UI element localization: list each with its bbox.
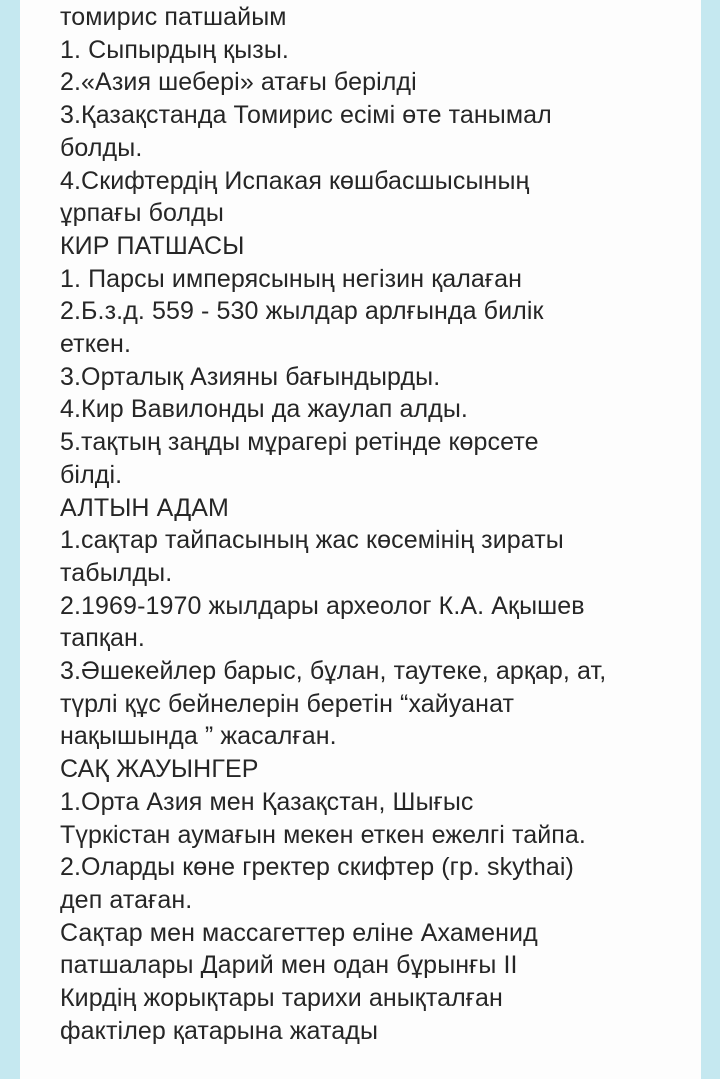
text-line: 4.Кир Вавилонды да жаулап алды.	[60, 395, 468, 424]
text-line: фактілер қатарына жатады	[60, 1016, 379, 1045]
section-heading: КИР ПАТШАСЫ	[60, 231, 245, 260]
text-line: 3.Орталық Азияны бағындырды.	[60, 362, 441, 391]
text-line: Сақтар мен массагеттер еліне Ахаменид	[60, 918, 538, 947]
text-line: Кирдің жорықтары тарихи анықталған	[60, 984, 503, 1013]
text-line: 4.Скифтердің Испакая көшбасшысының	[60, 166, 530, 195]
text-line: патшалары Дарий мен одан бұрынғы II	[60, 951, 518, 980]
text-line: томирис патшайым	[60, 3, 287, 31]
text-line: болды.	[60, 133, 143, 162]
text-line: 2.Оларды көне гректер скифтер (гр. skythai)	[60, 853, 574, 882]
text-line: еткен.	[60, 330, 131, 359]
text-line: 3.Қазақстанда Томирис есімі өте танымал	[60, 101, 552, 130]
text-line: 1.Орта Азия мен Қазақстан, Шығыс	[60, 787, 474, 816]
text-line: 2.Б.з.д. 559 - 530 жылдар арлғында билік	[60, 297, 544, 326]
text-line: 3.Әшекейлер барыс, бұлан, таутеке, арқар, ат,	[60, 657, 607, 686]
text-line: деп атаған.	[60, 885, 193, 914]
text-line: Түркістан аумағын мекен еткен ежелгі тайпа.	[60, 820, 586, 849]
text-line: 2.«Азия шебері» атағы берілді	[60, 68, 417, 97]
section-heading: САҚ ЖАУЫНГЕР	[60, 755, 259, 784]
text-line: тапқан.	[60, 624, 145, 653]
text-line: білді.	[60, 460, 123, 489]
document-page	[20, 0, 701, 1079]
text-line: 1. Парсы имперясының негізин қалаған	[60, 264, 523, 293]
text-line: табылды.	[60, 558, 173, 587]
text-line: түрлі құс бейнелерін беретін “хайуанат	[60, 689, 515, 718]
text-line: 1. Сыпырдың қызы.	[60, 35, 289, 64]
text-line: нақышында ” жасалған.	[60, 722, 337, 751]
text-line: 5.тақтың заңды мұрагері ретінде көрсете	[60, 428, 539, 457]
document-text	[60, 0, 690, 1048]
text-line: 1.сақтар тайпасының жас көсемінің зираты	[60, 526, 564, 555]
section-heading: АЛТЫН АДАМ	[60, 493, 229, 522]
text-line: ұрпағы болды	[60, 199, 224, 228]
text-line: 2.1969-1970 жылдары археолог К.А. Ақышев	[60, 591, 585, 620]
